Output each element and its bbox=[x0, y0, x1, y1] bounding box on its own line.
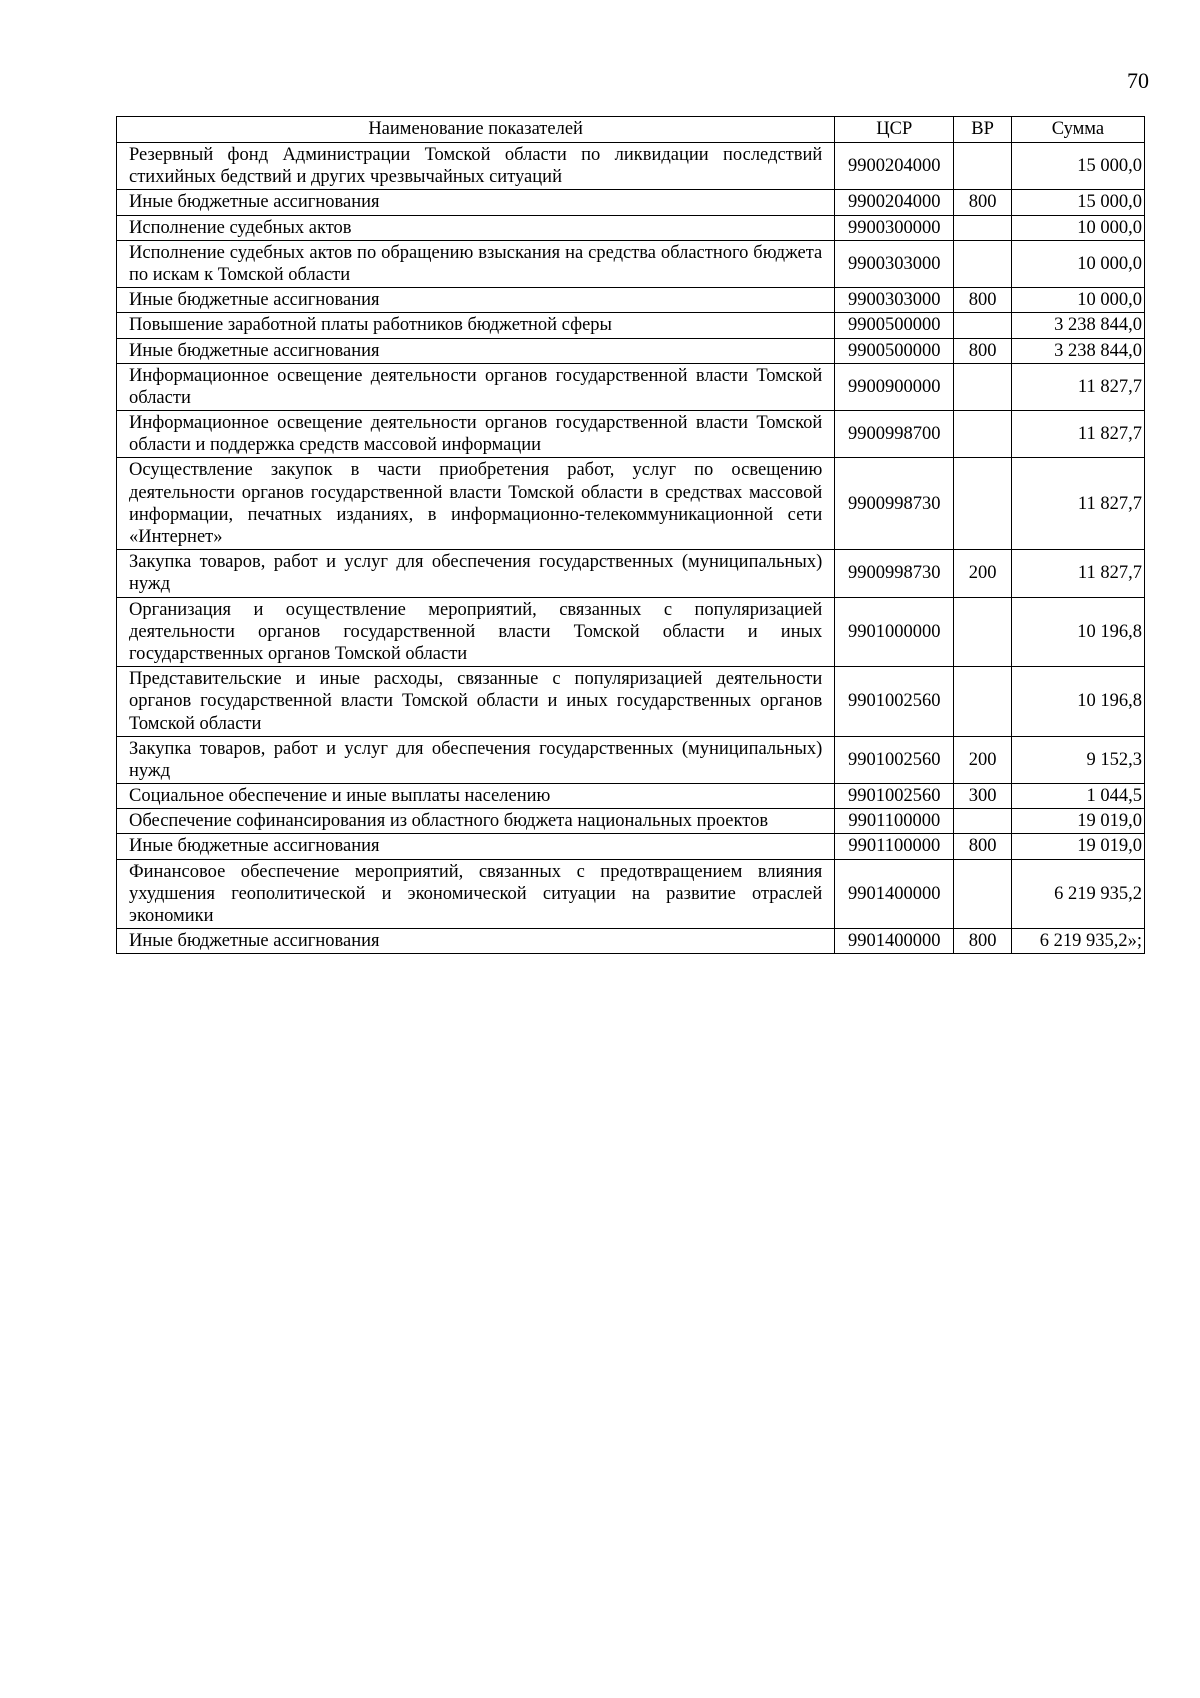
cell-name: Организация и осуществление мероприятий, связанных с популяризацией деятельности органов государственной власти Томской области и иных государственных органов Томской области bbox=[117, 597, 835, 667]
cell-name: Обеспечение софинансирования из областного бюджета национальных проектов bbox=[117, 809, 835, 834]
cell-name: Исполнение судебных актов по обращению взыскания на средства областного бюджета по искам к Томской области bbox=[117, 240, 835, 287]
cell-sum: 6 219 935,2»; bbox=[1011, 929, 1144, 954]
table-row bbox=[117, 288, 1145, 313]
cell-vr bbox=[954, 667, 1012, 737]
table-header-row bbox=[117, 117, 1145, 143]
cell-name: Представительские и иные расходы, связанные с популяризацией деятельности органов государственной власти Томской области и иных государственных органов Томской области bbox=[117, 667, 835, 737]
cell-csr: 9901100000 bbox=[835, 834, 954, 859]
header-sum: Сумма bbox=[1011, 117, 1144, 143]
cell-vr: 800 bbox=[954, 834, 1012, 859]
cell-vr bbox=[954, 597, 1012, 667]
cell-csr: 9900900000 bbox=[835, 363, 954, 410]
cell-csr: 9901002560 bbox=[835, 667, 954, 737]
cell-csr: 9901400000 bbox=[835, 929, 954, 954]
table-row bbox=[117, 215, 1145, 240]
cell-sum: 10 196,8 bbox=[1011, 597, 1144, 667]
cell-name: Иные бюджетные ассигнования bbox=[117, 190, 835, 215]
cell-name: Закупка товаров, работ и услуг для обеспечения государственных (муниципальных) нужд bbox=[117, 550, 835, 597]
header-csr: ЦСР bbox=[835, 117, 954, 143]
cell-vr bbox=[954, 458, 1012, 550]
cell-name: Резервный фонд Администрации Томской области по ликвидации последствий стихийных бедствий и других чрезвычайных ситуаций bbox=[117, 143, 835, 190]
cell-sum: 10 000,0 bbox=[1011, 288, 1144, 313]
table-row bbox=[117, 736, 1145, 783]
cell-name: Информационное освещение деятельности органов государственной власти Томской области и поддержка средств массовой информации bbox=[117, 411, 835, 458]
cell-name: Иные бюджетные ассигнования bbox=[117, 288, 835, 313]
cell-csr: 9900998730 bbox=[835, 550, 954, 597]
table-row bbox=[117, 929, 1145, 954]
cell-csr: 9900998730 bbox=[835, 458, 954, 550]
cell-vr bbox=[954, 143, 1012, 190]
cell-name: Иные бюджетные ассигнования bbox=[117, 929, 835, 954]
cell-csr: 9901400000 bbox=[835, 859, 954, 929]
header-vr: ВР bbox=[954, 117, 1012, 143]
table-row bbox=[117, 458, 1145, 550]
cell-name: Иные бюджетные ассигнования bbox=[117, 834, 835, 859]
cell-name: Повышение заработной платы работников бюджетной сферы bbox=[117, 313, 835, 338]
table-row bbox=[117, 313, 1145, 338]
cell-sum: 10 000,0 bbox=[1011, 215, 1144, 240]
cell-sum: 9 152,3 bbox=[1011, 736, 1144, 783]
table-row bbox=[117, 363, 1145, 410]
budget-table bbox=[116, 116, 1145, 954]
cell-vr bbox=[954, 240, 1012, 287]
cell-sum: 10 196,8 bbox=[1011, 667, 1144, 737]
cell-name: Иные бюджетные ассигнования bbox=[117, 338, 835, 363]
cell-name: Осуществление закупок в части приобретения работ, услуг по освещению деятельности органов государственной власти Томской области в средствах массовой информации, печатных изданиях, в информационно-телекоммуникационной сети «Интернет» bbox=[117, 458, 835, 550]
cell-vr bbox=[954, 411, 1012, 458]
cell-csr: 9901002560 bbox=[835, 784, 954, 809]
cell-csr: 9900998700 bbox=[835, 411, 954, 458]
cell-sum: 11 827,7 bbox=[1011, 363, 1144, 410]
cell-sum: 11 827,7 bbox=[1011, 458, 1144, 550]
table-row bbox=[117, 667, 1145, 737]
table-body bbox=[117, 143, 1145, 954]
cell-vr bbox=[954, 313, 1012, 338]
cell-csr: 9900303000 bbox=[835, 288, 954, 313]
cell-vr: 800 bbox=[954, 338, 1012, 363]
cell-vr bbox=[954, 215, 1012, 240]
cell-vr: 800 bbox=[954, 929, 1012, 954]
cell-csr: 9901002560 bbox=[835, 736, 954, 783]
cell-name: Финансовое обеспечение мероприятий, связанных с предотвращением влияния ухудшения геополитической и экономической ситуации на развитие отраслей экономики bbox=[117, 859, 835, 929]
cell-vr bbox=[954, 363, 1012, 410]
cell-sum: 10 000,0 bbox=[1011, 240, 1144, 287]
cell-sum: 15 000,0 bbox=[1011, 143, 1144, 190]
cell-sum: 3 238 844,0 bbox=[1011, 313, 1144, 338]
cell-csr: 9900204000 bbox=[835, 190, 954, 215]
header-name: Наименование показателей bbox=[117, 117, 835, 143]
cell-name: Информационное освещение деятельности органов государственной власти Томской области bbox=[117, 363, 835, 410]
cell-sum: 6 219 935,2 bbox=[1011, 859, 1144, 929]
cell-sum: 11 827,7 bbox=[1011, 411, 1144, 458]
cell-csr: 9901000000 bbox=[835, 597, 954, 667]
cell-sum: 3 238 844,0 bbox=[1011, 338, 1144, 363]
table-row bbox=[117, 859, 1145, 929]
cell-csr: 9900204000 bbox=[835, 143, 954, 190]
cell-vr: 300 bbox=[954, 784, 1012, 809]
table-row bbox=[117, 809, 1145, 834]
cell-vr: 200 bbox=[954, 550, 1012, 597]
cell-csr: 9901100000 bbox=[835, 809, 954, 834]
cell-csr: 9900500000 bbox=[835, 313, 954, 338]
table-row bbox=[117, 550, 1145, 597]
cell-vr bbox=[954, 859, 1012, 929]
table-row bbox=[117, 411, 1145, 458]
cell-vr: 200 bbox=[954, 736, 1012, 783]
cell-csr: 9900303000 bbox=[835, 240, 954, 287]
table-row bbox=[117, 834, 1145, 859]
cell-name: Исполнение судебных актов bbox=[117, 215, 835, 240]
cell-sum: 19 019,0 bbox=[1011, 834, 1144, 859]
cell-csr: 9900500000 bbox=[835, 338, 954, 363]
cell-csr: 9900300000 bbox=[835, 215, 954, 240]
cell-sum: 19 019,0 bbox=[1011, 809, 1144, 834]
cell-name: Социальное обеспечение и иные выплаты населению bbox=[117, 784, 835, 809]
cell-vr: 800 bbox=[954, 190, 1012, 215]
table-row bbox=[117, 143, 1145, 190]
table-row bbox=[117, 190, 1145, 215]
cell-sum: 11 827,7 bbox=[1011, 550, 1144, 597]
table-row bbox=[117, 338, 1145, 363]
table-row bbox=[117, 240, 1145, 287]
page-number: 70 bbox=[1127, 68, 1149, 93]
cell-name: Закупка товаров, работ и услуг для обеспечения государственных (муниципальных) нужд bbox=[117, 736, 835, 783]
cell-vr bbox=[954, 809, 1012, 834]
cell-vr: 800 bbox=[954, 288, 1012, 313]
table-row bbox=[117, 597, 1145, 667]
cell-sum: 15 000,0 bbox=[1011, 190, 1144, 215]
cell-sum: 1 044,5 bbox=[1011, 784, 1144, 809]
table-row bbox=[117, 784, 1145, 809]
